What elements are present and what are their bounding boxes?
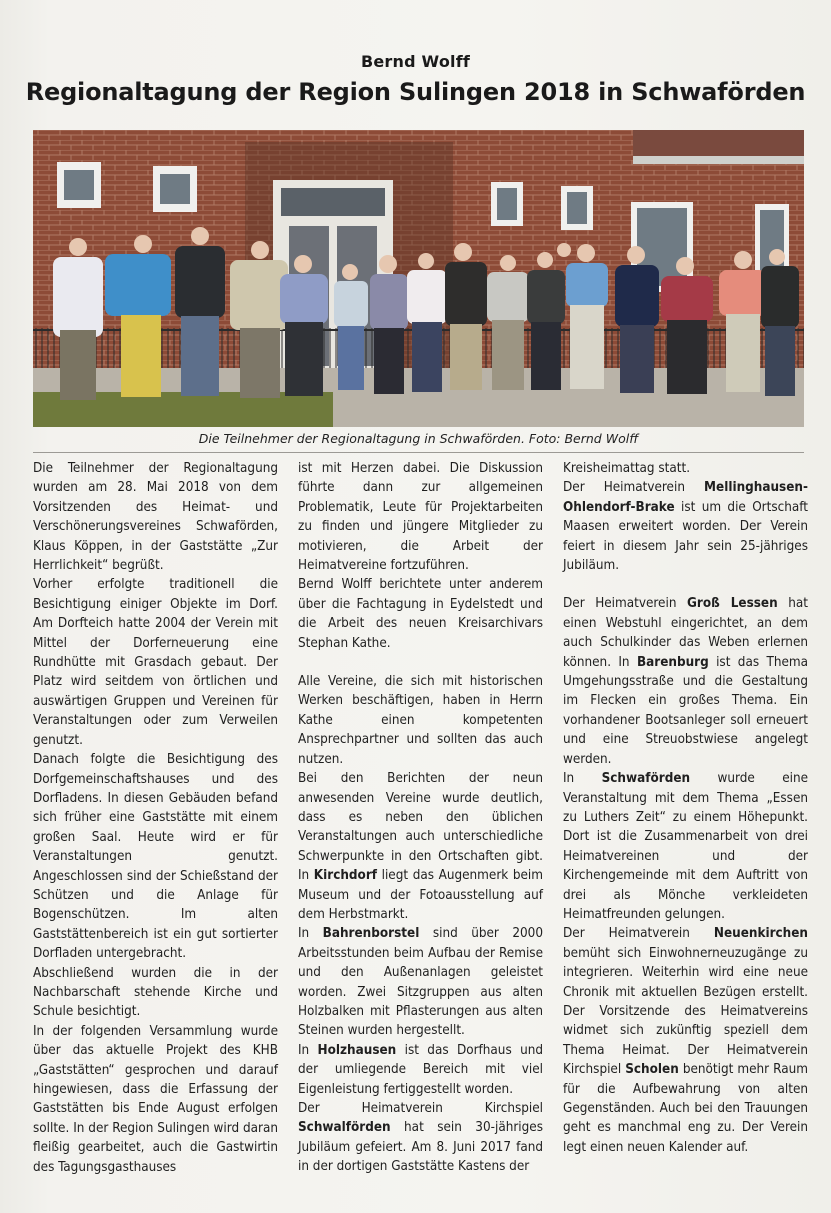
paragraph xyxy=(298,459,543,575)
place-name: Schwaförden xyxy=(601,771,691,787)
article-author: Bernd Wolff xyxy=(360,52,471,71)
photo-caption: Die Teilnehmer der Regionaltagung in Schwaförden. Foto: Bernd Wolff xyxy=(198,431,639,446)
paragraph-text: ist das Thema Umgehungsstraße und die Gestaltung im Flecken ein großes Thema. Ein vorhandener Bootsanleger soll erneuert und eine Streuobstwiese angelegt werden. xyxy=(563,654,808,767)
paragraph-text: Der Heimatverein xyxy=(563,926,714,942)
paragraph xyxy=(298,672,543,769)
paragraph-text: Der Heimatverein xyxy=(563,480,705,496)
paragraph-text: hat sein 30-jähriges Jubiläum gefeiert. Am 8. Juni 2017 fand in der dortigen Gaststätte Kastens der xyxy=(298,1120,543,1175)
place-name: Bahrenborstel xyxy=(322,926,420,942)
paragraph xyxy=(33,1022,278,1177)
paragraph xyxy=(33,459,278,575)
paragraph xyxy=(298,924,543,1040)
paragraph xyxy=(33,575,278,750)
paragraph-text: Alle Vereine, die sich mit historischen Werken beschäftigen, haben in Herrn Kathe einen kompetenten Ansprechpartner und sollten das auch nutzen. xyxy=(298,674,543,767)
paragraph-text: Vorher erfolgte traditionell die Besichtigung einiger Objekte im Dorf. Am Dorfteich hatte 2004 der Verein mit Mittel der Dorferneuerung eine Rundhütte mit Grasdach gebaut. Der Platz wird seitdem von örtlichen und auswärtigen Gruppen und Vereinen für Veranstaltungen oder zum Verweilen genutzt. xyxy=(33,577,278,748)
place-name: Schwalförden xyxy=(298,1120,391,1136)
paragraph-text: Der Heimatverein Kirchspiel xyxy=(298,1101,543,1116)
place-name: Groß Lessen xyxy=(687,596,778,612)
paragraph xyxy=(33,964,278,1022)
place-name: Scholen xyxy=(625,1062,679,1078)
place-name: Mellinghausen-Ohlendorf-Brake xyxy=(563,480,808,515)
place-name: Holzhausen xyxy=(317,1042,397,1058)
paragraph xyxy=(563,924,808,1157)
paragraph xyxy=(563,459,808,478)
paragraph-text: In xyxy=(298,1042,318,1058)
paragraph xyxy=(298,575,543,653)
paragraph-text: Der Heimatverein xyxy=(563,596,688,612)
paragraph xyxy=(298,1099,543,1177)
place-name: Neuenkirchen xyxy=(713,926,808,942)
paragraph-text: In der folgenden Versammlung wurde über das aktuelle Projekt des KHB „Gaststätten“ gesprochen und darauf hingewiesen, dass die Erfassung der Gaststätten bis Ende August erfolgen sollte. In der Region Sulingen wird daran fleißig gearbeitet, auch die Gastwirtin des Tagungsgasthauses xyxy=(33,1023,278,1175)
place-name: Barenburg xyxy=(636,654,709,670)
paragraph xyxy=(33,750,278,963)
paragraph-text: In xyxy=(563,771,602,787)
paragraph-text: ist das Dorfhaus und der umliegende Bereich mit viel Eigenleistung fertiggestellt worden. xyxy=(298,1042,543,1097)
text-column-3 xyxy=(563,459,808,1157)
paragraph-text: hat einen Webstuhl eingerichtet, an dem auch Schulkinder das Weben erlernen können. In xyxy=(563,596,808,670)
paragraph-text: ist mit Herzen dabei. Die Diskussion führte dann zur allgemeinen Problematik, Leute für Projektarbeiten zu finden und jüngere Mitglieder zu motivieren, die Arbeit der Heimatvereine fortzuführen. xyxy=(298,461,543,574)
paragraph-text: Bei den Berichten der neun anwesenden Vereine wurde deutlich, dass es neben den üblichen Veranstaltungen auch unterschiedliche Schwerpunkte in den Ortschaften gibt. In xyxy=(298,771,543,884)
paragraph-text: Die Teilnehmer der Regionaltagung wurden am 28. Mai 2018 von dem Vorsitzenden des Heimat- und Verschönerungsvereines Schwaförden, Klaus Köppen, in der Gaststätte „Zur Herrlichkeit“ begrüßt. xyxy=(33,461,278,574)
paragraph xyxy=(563,478,808,575)
group-photo xyxy=(33,130,804,427)
paragraph xyxy=(298,1041,543,1099)
paragraph-text: bemüht sich Einwohnerneuzugänge zu integrieren. Weiterhin wird eine neue Chronik mit aktuellen Bezügen erstellt. Der Vorsitzende des Heimatvereins widmet sich zukünftig speziell dem Thema Heimat. Der Heimatverein Kirchspiel xyxy=(563,945,808,1078)
article-title: Regionaltagung der Region Sulingen 2018 in Schwaförden xyxy=(25,78,806,106)
paragraph xyxy=(563,594,808,769)
caption-divider xyxy=(33,452,804,453)
place-name: Kirchdorf xyxy=(313,868,378,884)
paragraph-text: Bernd Wolff berichtete unter anderem über die Fachtagung in Eydelstedt und die Arbeit des neuen Kreisarchivars Stephan Kathe. xyxy=(298,577,543,651)
paragraph-text: Danach folgte die Besichtigung des Dorfgemeinschaftshauses und des Dorfladens. In diesen Gebäuden befand sich früher eine Gaststätte mit einem großen Saal. Heute wird er für Veranstaltungen genutzt. Angeschlossen sind der Schießstand der Schützen und die Anlage für Bogenschützen. Im alten Gaststättenbereich ist ein gut sortierter Dorfladen untergebracht. xyxy=(33,752,278,962)
paragraph-text: Abschließend wurden die in der Nachbarschaft stehende Kirche und Schule besichtigt. xyxy=(33,965,278,1020)
paragraph-text: Kreisheimattag statt. xyxy=(563,461,691,476)
text-column-2 xyxy=(298,459,543,1177)
paragraph-text: liegt das Augenmerk beim Museum und der Fotoausstellung auf dem Herbstmarkt. xyxy=(298,868,543,922)
paragraph-text: benötigt mehr Raum für die Aufbewahrung von alten Gegenständen. Auch bei den Trauungen geht es manchmal eng zu. Der Verein legt einen neuen Kalender auf. xyxy=(563,1062,808,1155)
text-column-1 xyxy=(33,459,278,1177)
paragraph xyxy=(563,769,808,924)
paragraph-text: ist um die Ortschaft Maasen erweitert worden. Der Verein feiert in diesem Jahr sein 25-jähriges Jubiläum. xyxy=(563,499,808,574)
paragraph-text: wurde eine Veranstaltung mit dem Thema „Essen zu Luthers Zeit“ zu einem Höhepunkt. Dort ist die Zusammenarbeit von drei Heimatvereinen und der Kirchengemeinde mit dem Auftritt von drei als Mönche verkleideten Heimatfreunden gelungen. xyxy=(563,771,809,922)
paragraph-text: In xyxy=(298,926,323,942)
paragraph xyxy=(298,769,543,924)
paragraph-text: sind über 2000 Arbeitsstunden beim Aufbau der Remise und den Außenanlagen geleistet worden. Zwei Sitzgruppen aus alten Holzbalken mit Pflasterungen aus alten Steinen wurden hergestellt. xyxy=(298,926,543,1039)
